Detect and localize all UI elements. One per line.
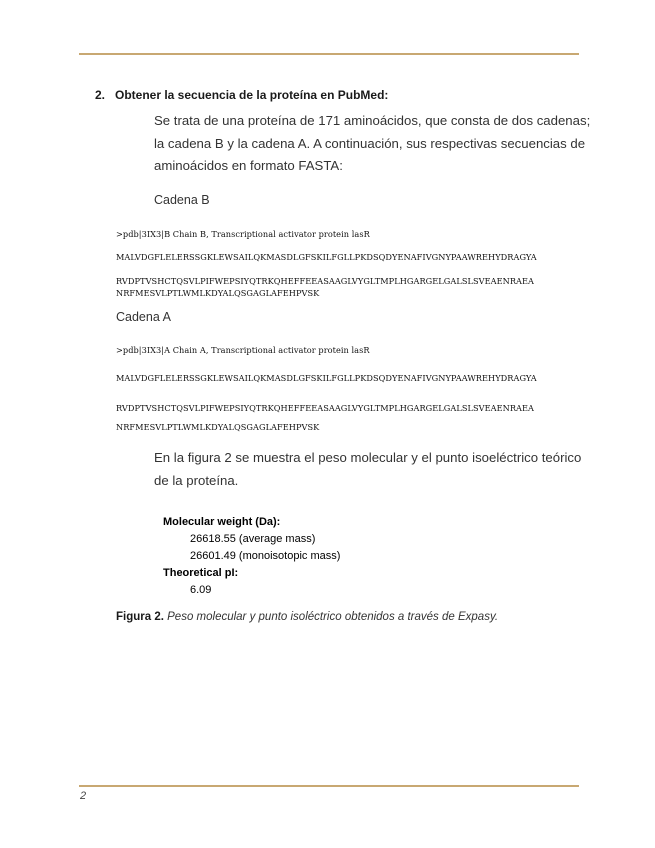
monoisotopic-mass: 26601.49 (monoisotopic mass) <box>190 550 341 562</box>
chain-b-seq-line2: RVDPTVSHCTQSVLPIFWEPSIYQTRKQHEFFEEASAAGLVYGLTMPLHGARGELGALSLSVEAENRAEA <box>116 276 534 286</box>
caption-label: Figura 2. <box>116 611 164 623</box>
chain-b-seq-line3: NRFMESVLPTLWMLKDYALQSGAGLAFEHPVSK <box>116 288 320 298</box>
chain-b-seq-line1: MALVDGFLELERSSGKLEWSAILQKMASDLGFSKILFGLLPKDSQDYENAFIVGNYPAAWREHYDRAGYA <box>116 252 537 262</box>
page-number: 2 <box>80 790 87 802</box>
chain-a-seq-line3: NRFMESVLPTLWMLKDYALQSGAGLAFEHPVSK <box>116 422 320 432</box>
section-heading <box>95 88 388 102</box>
caption-text: Peso molecular y punto isoléctrico obtenidos a través de Expasy. <box>163 611 499 623</box>
chain-b-header: >pdb|3IX3|B Chain B, Transcriptional activator protein lasR <box>116 229 370 239</box>
figure-caption <box>116 611 498 623</box>
molecular-weight-label: Molecular weight (Da): <box>163 516 281 528</box>
theoretical-pi-label: Theoretical pI: <box>163 567 239 579</box>
average-mass: 26618.55 (average mass) <box>190 533 316 545</box>
figure-reference-paragraph: En la figura 2 se muestra el peso molecular y el punto isoeléctrico teórico de la proteína. <box>154 450 582 488</box>
section-title: Obtener la secuencia de la proteína en PubMed: <box>115 88 389 102</box>
chain-a-label: Cadena A <box>116 310 171 324</box>
footer-rule <box>79 785 579 787</box>
expasy-result-figure <box>163 514 340 599</box>
section-number: 2. <box>95 88 106 102</box>
intro-paragraph: Se trata de una proteína de 171 aminoácidos, que consta de dos cadenas; la cadena B y la cadena A. A continuación, sus respectivas secuencias de aminoácidos en formato FASTA: <box>154 113 591 173</box>
theoretical-pi-value: 6.09 <box>190 584 212 596</box>
header-rule <box>79 53 579 55</box>
chain-a-seq-line2: RVDPTVSHCTQSVLPIFWEPSIYQTRKQHEFFEEASAAGLVYGLTMPLHGARGELGALSLSVEAENRAEA <box>116 403 534 413</box>
chain-b-label: Cadena B <box>154 193 210 207</box>
chain-a-header: >pdb|3IX3|A Chain A, Transcriptional activator protein lasR <box>116 345 370 355</box>
chain-a-seq-line1: MALVDGFLELERSSGKLEWSAILQKMASDLGFSKILFGLLPKDSQDYENAFIVGNYPAAWREHYDRAGYA <box>116 373 537 383</box>
